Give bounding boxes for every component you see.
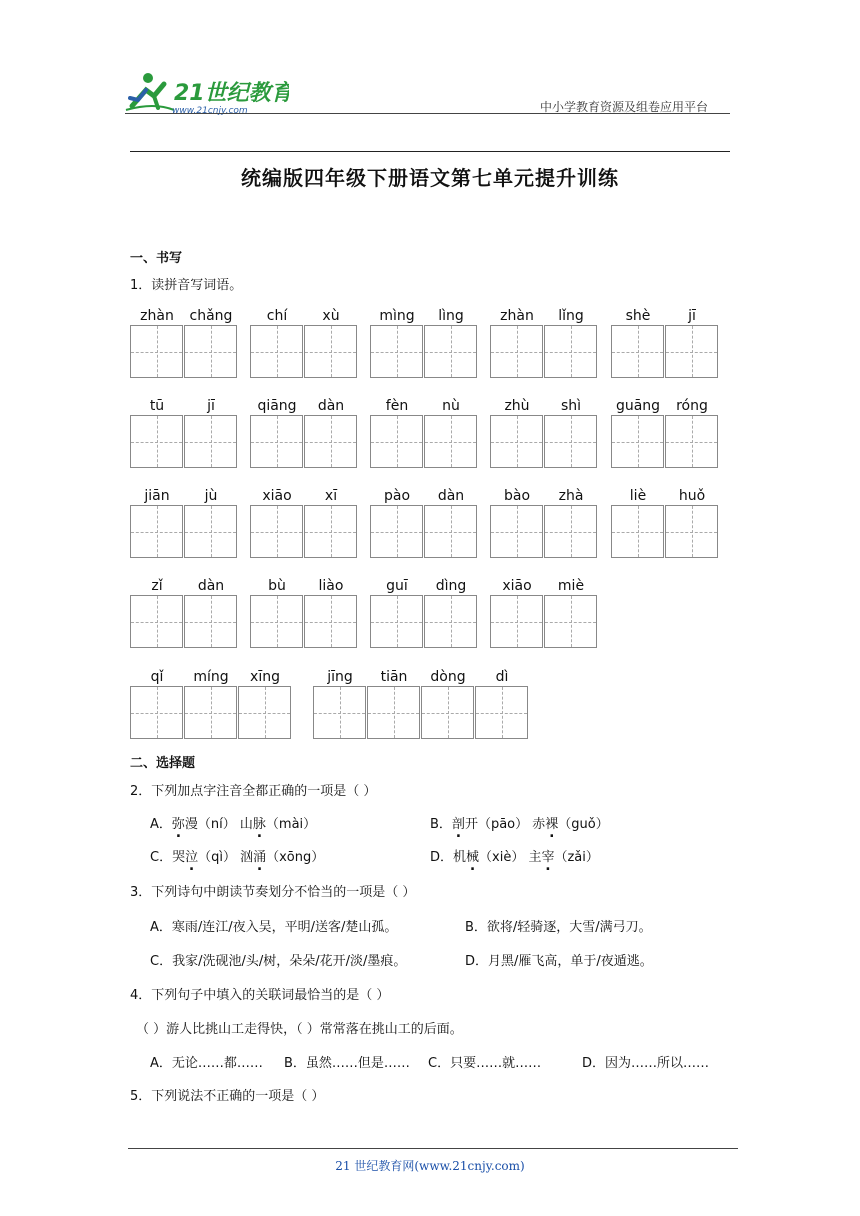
pinyin-syllable: miè [557,578,585,594]
pinyin-syllable: huǒ [678,488,706,504]
writing-box[interactable] [544,325,597,378]
pinyin-syllable: dìng [435,578,467,594]
writing-box[interactable] [490,505,543,558]
pinyin-syllable: lǐng [558,308,584,324]
pinyin-syllable: qǐ [150,669,164,685]
pinyin-word [490,578,598,658]
pinyin-syllable: lìng [438,308,464,324]
pinyin-word [130,578,238,658]
site-logo [124,70,289,118]
writing-box[interactable] [544,415,597,468]
writing-box[interactable] [665,505,718,558]
pinyin-syllable: mìng [379,308,415,324]
writing-box[interactable] [238,686,291,739]
pinyin-word [370,488,478,568]
pinyin-syllable: dàn [437,488,465,504]
logo-text: 21世纪教育 [174,81,289,106]
pinyin-word [490,308,598,388]
pinyin-syllable: róng [676,398,708,414]
q2-option-d: D．机械（xiè） 主宰（zǎi） [430,850,599,865]
platform-name: 中小学教育资源及组卷应用平台 [540,100,709,114]
pinyin-word [130,398,238,478]
pinyin-syllable: xīng [250,669,280,685]
page-title: 统编版四年级下册语文第七单元提升训练 [241,166,619,190]
pinyin-syllable: xī [324,488,338,504]
writing-box[interactable] [424,325,477,378]
pinyin-word [490,488,598,568]
q4-sentence: （ ）游人比挑山工走得快，（ ）常常落在挑山工的后面。 [136,1022,463,1037]
pinyin-syllable: tū [149,398,165,414]
question-2-stem: 2．下列加点字注音全都正确的一项是（ ） [130,784,377,799]
writing-box[interactable] [313,686,366,739]
pinyin-syllable: dòng [430,669,466,685]
pinyin-word [611,488,719,568]
writing-box[interactable] [250,505,303,558]
writing-box[interactable] [304,325,357,378]
writing-box[interactable] [544,595,597,648]
header-divider [125,113,730,114]
writing-box[interactable] [665,325,718,378]
pinyin-word [370,398,478,478]
pinyin-syllable: bù [268,578,286,594]
pinyin-syllable: jī [688,308,696,324]
pinyin-syllable: dì [495,669,509,685]
pinyin-word [250,578,358,658]
pinyin-word [370,578,478,658]
pinyin-syllable: shè [625,308,651,324]
pinyin-syllable: liào [318,578,344,594]
pinyin-word [130,669,292,749]
writing-box[interactable] [130,595,183,648]
writing-box[interactable] [424,595,477,648]
writing-box[interactable] [130,505,183,558]
pinyin-syllable: dàn [317,398,345,414]
writing-box[interactable] [250,325,303,378]
q2-option-a: A．弥漫（ní） 山脉（mài） [150,817,317,832]
writing-box[interactable] [611,415,664,468]
pinyin-word [611,398,719,478]
writing-box[interactable] [421,686,474,739]
writing-box[interactable] [184,505,237,558]
pinyin-syllable: qiāng [257,398,297,414]
q4-option-a: A．无论……都…… [150,1056,263,1071]
pinyin-syllable: zhà [558,488,584,504]
pinyin-syllable: zhàn [140,308,174,324]
pinyin-syllable: shì [560,398,582,414]
pinyin-syllable: zhù [504,398,530,414]
pinyin-syllable: zhàn [500,308,534,324]
pinyin-syllable: xiāo [502,578,532,594]
q4-option-d: D．因为……所以…… [582,1056,710,1071]
pinyin-syllable: tiān [380,669,408,685]
writing-box[interactable] [424,505,477,558]
pinyin-syllable: chǎng [189,308,233,324]
pinyin-word [490,398,598,478]
pinyin-syllable: xù [322,308,340,324]
writing-box[interactable] [250,415,303,468]
pinyin-word [313,669,529,749]
question-5-stem: 5．下列说法不正确的一项是（ ） [130,1089,325,1104]
q2-option-b: B．剖开（pāo） 赤裸（guǒ） [430,817,609,832]
footer-divider [128,1148,738,1149]
writing-box[interactable] [184,686,237,739]
writing-box[interactable] [665,415,718,468]
section-heading-writing: 一、书写 [130,251,183,266]
writing-box[interactable] [304,505,357,558]
logo-url: www.21cnjy.com [172,106,248,116]
pinyin-syllable: jīng [327,669,353,685]
pinyin-syllable: fèn [385,398,409,414]
question-4-stem: 4．下列句子中填入的关联词最恰当的是（ ） [130,988,390,1003]
pinyin-syllable: chí [266,308,288,324]
title-divider [130,151,730,152]
pinyin-syllable: jī [207,398,215,414]
q4-option-c: C．只要……就…… [428,1056,542,1071]
writing-box[interactable] [490,415,543,468]
writing-box[interactable] [370,415,423,468]
q3-option-c: C．我家/洗砚池/头/树，朵朵/花开/淡/墨痕。 [150,954,407,969]
pinyin-word [250,398,358,478]
pinyin-syllable: dàn [197,578,225,594]
footer-text: 21 世纪教育网(www.21cnjy.com) [335,1159,525,1173]
pinyin-syllable: liè [629,488,647,504]
writing-box[interactable] [370,325,423,378]
pinyin-syllable: míng [193,669,229,685]
q3-option-a: A．寒雨/连江/夜入吴，平明/送客/楚山孤。 [150,920,398,935]
writing-box[interactable] [130,686,183,739]
question-1-stem: 1．读拼音写词语。 [130,278,243,293]
writing-box[interactable] [130,325,183,378]
pinyin-syllable: zǐ [151,578,163,594]
q2-option-c: C．哭泣（qì） 汹涌（xōng） [150,850,325,865]
pinyin-word [250,488,358,568]
writing-box[interactable] [184,415,237,468]
pinyin-syllable: jù [204,488,218,504]
pinyin-syllable: bào [503,488,531,504]
writing-box[interactable] [490,325,543,378]
runner-icon [126,73,174,110]
writing-box[interactable] [130,415,183,468]
pinyin-syllable: guī [386,578,408,594]
writing-box[interactable] [424,415,477,468]
writing-box[interactable] [611,505,664,558]
pinyin-word [611,308,719,388]
q4-option-b: B．虽然……但是…… [284,1056,410,1071]
pinyin-syllable: xiāo [262,488,292,504]
writing-box[interactable] [304,595,357,648]
pinyin-syllable: guāng [615,398,661,414]
writing-box[interactable] [304,415,357,468]
writing-box[interactable] [367,686,420,739]
writing-box[interactable] [611,325,664,378]
q3-option-b: B．欲将/轻骑逐，大雪/满弓刀。 [465,920,652,935]
pinyin-word [250,308,358,388]
writing-box[interactable] [370,505,423,558]
writing-box[interactable] [370,595,423,648]
pinyin-word [370,308,478,388]
section-heading-choice: 二、选择题 [130,756,196,771]
pinyin-syllable: pào [383,488,411,504]
question-3-stem: 3．下列诗句中朗读节奏划分不恰当的一项是（ ） [130,885,416,900]
writing-box[interactable] [250,595,303,648]
writing-box[interactable] [544,505,597,558]
pinyin-syllable: jiān [144,488,170,504]
pinyin-word [130,488,238,568]
writing-box[interactable] [475,686,528,739]
writing-box[interactable] [184,595,237,648]
pinyin-word [130,308,238,388]
pinyin-syllable: nù [442,398,460,414]
writing-box[interactable] [490,595,543,648]
writing-box[interactable] [184,325,237,378]
q3-option-d: D．月黑/雁飞高，单于/夜遁逃。 [465,954,653,969]
